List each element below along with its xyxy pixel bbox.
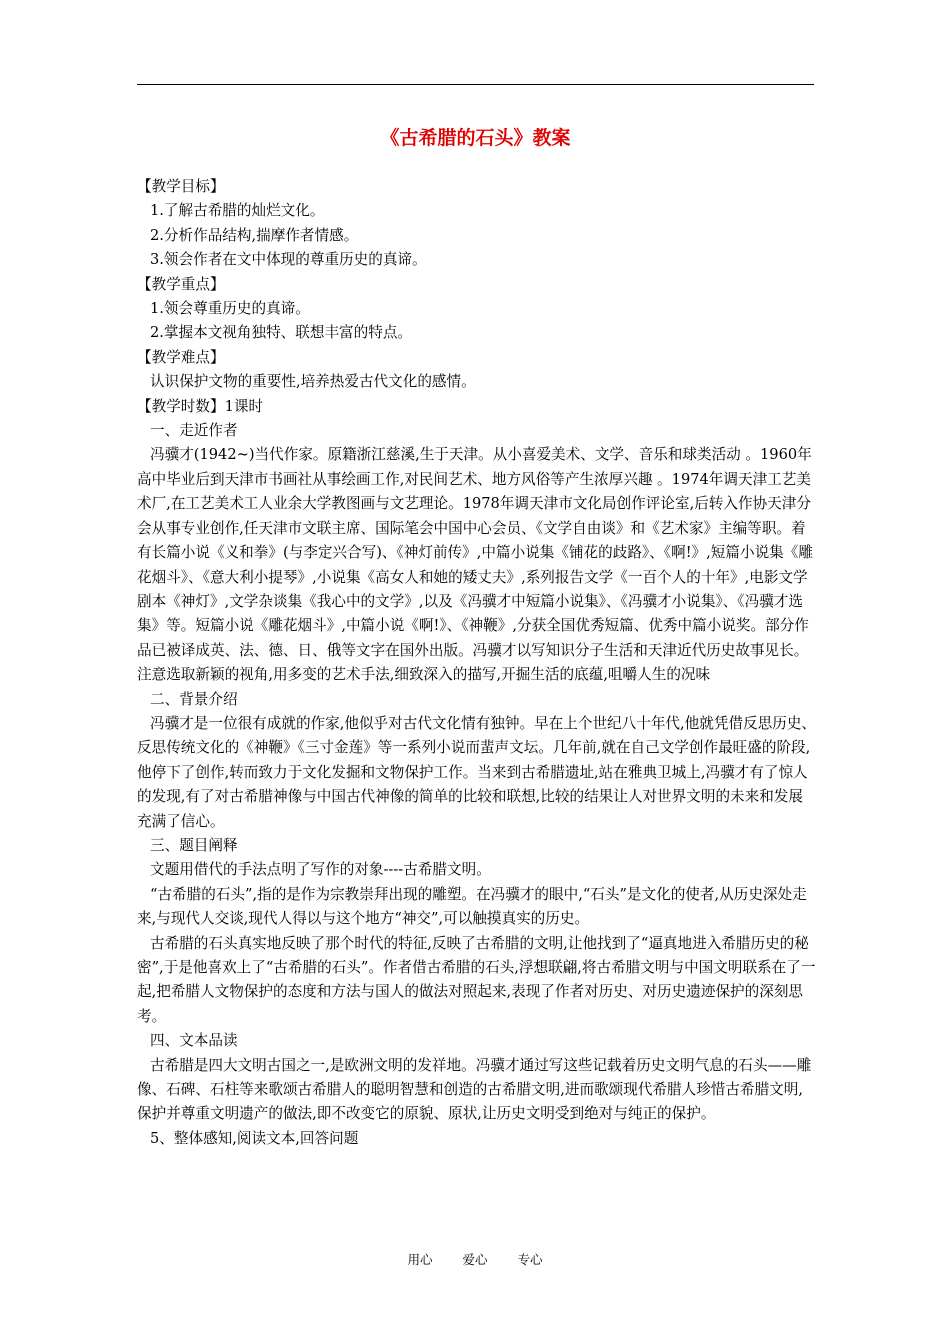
goal-item: 2.分析作品结构,揣摩作者情感。 bbox=[150, 226, 359, 244]
document-title: 《古希腊的石头》教案 bbox=[380, 127, 571, 149]
footer-word: 用心 bbox=[407, 1252, 433, 1267]
hours-value: 1课时 bbox=[224, 397, 264, 415]
difficulties-heading: 【教学难点】 bbox=[137, 348, 225, 366]
page-footer bbox=[0, 1250, 950, 1268]
section-1-heading: 一、走近作者 bbox=[150, 422, 238, 440]
key-points-heading: 【教学重点】 bbox=[137, 275, 225, 293]
footer-word: 爱心 bbox=[462, 1252, 488, 1267]
section-3-paragraph: “古希腊的石头”,指的是作为宗教崇拜出现的雕塑。在冯骥才的眼中,“石头”是文化的使者,从历史深处走来,与现代人交谈,现代人得以与这个地方“神交”,可以触摸真实的历史。 bbox=[137, 885, 807, 928]
section-5-heading: 5、整体感知,阅读文本,回答问题 bbox=[150, 1129, 359, 1147]
difficulties-text: 认识保护文物的重要性,培养热爱古代文化的感情。 bbox=[150, 373, 476, 391]
key-point-item: 1.领会尊重历史的真谛。 bbox=[150, 300, 310, 318]
hours-heading: 【教学时数】 bbox=[137, 397, 225, 415]
section-2-heading: 二、背景介绍 bbox=[150, 690, 238, 708]
goal-item: 1.了解古希腊的灿烂文化。 bbox=[150, 202, 325, 220]
goals-heading: 【教学目标】 bbox=[137, 178, 225, 195]
section-4-heading: 四、文本品读 bbox=[150, 1032, 238, 1050]
header-rule bbox=[137, 84, 814, 85]
goal-item: 3.领会作者在文中体现的尊重历史的真谛。 bbox=[150, 251, 427, 269]
key-point-item: 2.掌握本文视角独特、联想丰富的特点。 bbox=[150, 324, 413, 342]
section-2-body: 冯骥才是一位很有成就的作家,他似乎对古代文化情有独钟。早在上个世纪八十年代,他就凭借反思历史、反思传统文化的《神鞭》《三寸金莲》等一系列小说而蜚声文坛。几年前,就在自己文学创作最旺盛的阶段,他停下了创作,转而致力于文化发掘和文物保护工作。当来到古希腊遗址,站在雅典卫城上,冯骥才有了惊人的发现,有了对古希腊神像与中国古代神像的简单的比较和联想,比较的结果让人对世界文明的未来和发展充满了信心。 bbox=[137, 714, 817, 830]
hours-line bbox=[137, 395, 816, 419]
footer-word: 专心 bbox=[517, 1252, 543, 1267]
section-3-paragraph: 文题用借代的手法点明了写作的对象----古希腊文明。 bbox=[150, 861, 491, 879]
section-3-paragraph: 古希腊的石头真实地反映了那个时代的特征,反映了古希腊的文明,让他找到了“逼真地进入希腊历史的秘密”,于是他喜欢上了“古希腊的石头”。作者借古希腊的石头,浮想联翩,将古希腊文明与中国文明联系在了一起,把希腊人文物保护的态度和方法与国人的做法对照起来,表现了作者对历史、对历史遗迹保护的深刻思考。 bbox=[137, 934, 816, 1025]
document-body bbox=[137, 175, 816, 1151]
section-3-heading: 三、题目阐释 bbox=[150, 836, 238, 854]
section-1-body: 冯骥才(1942~)当代作家。原籍浙江慈溪,生于天津。从小喜爱美术、文学、音乐和球类活动 。1960年高中毕业后到天津市书画社从事绘画工作,对民间艺术、地方风俗等产生浓厚兴趣 。1974年调天津工艺美术厂,在工艺美术工人业余大学教图画与文艺理论。1978年调天津市文化局创作评论室,后转入作协天津分会从事专业创作,任天津市文联主席、国际笔会中国中心会员、《文学自由谈》和《艺术家》主编等职。着有长篇小说《义和拳》(与李定兴合写)、《神灯前传》,中篇小说集《铺花的歧路》、《啊!》,短篇小说集《雕花烟斗》、《意大利小提琴》,小说集《高女人和她的矮丈夫》,系列报告文学《一百个人的十年》,电影文学剧本《神灯》,文学杂谈集《我心中的文学》,以及《冯骥才中短篇小说集》、《冯骥才小说集》、《冯骥才选集》等。短篇小说《雕花烟斗》,中篇小说《啊!》、《神鞭》,分获全国优秀短篇、优秀中篇小说奖。部分作品已被译成英、法、德、日、俄等文字在国外出版。冯骥才以写知识分子生活和天津近代历史故事见长。注意选取新颖的视角,用多变的艺术手法,细致深入的描写,开掘生活的底蕴,咀嚼人生的况味 bbox=[137, 446, 813, 684]
section-4-body: 古希腊是四大文明古国之一,是欧洲文明的发祥地。冯骥才通过写这些记载着历史文明气息的石头——雕像、石碑、石柱等来歌颂古希腊人的聪明智慧和创造的古希腊文明,进而歌颂现代希腊人珍惜古希腊文明,保护并尊重文明遗产的做法,即不改变它的原貌、原状,让历史文明受到绝对与纯正的保护。 bbox=[137, 1056, 812, 1123]
